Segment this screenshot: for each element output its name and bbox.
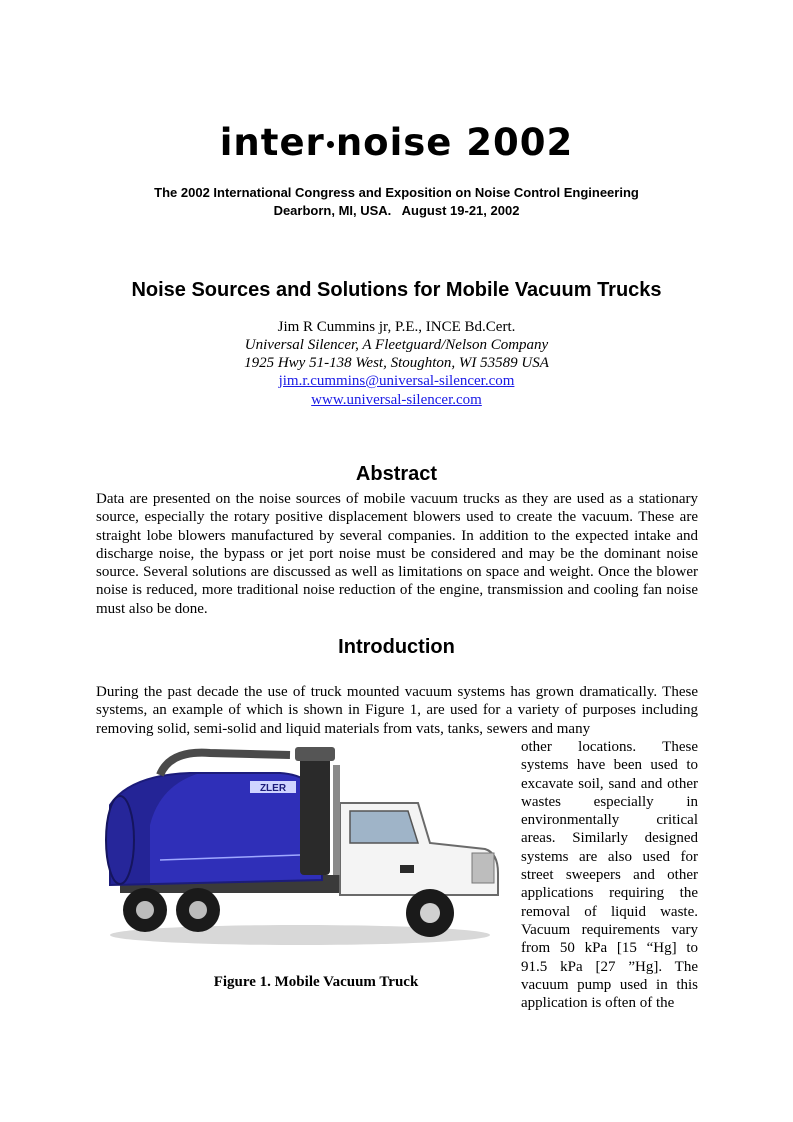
- abstract-paragraph: Data are presented on the noise sources of mobile vacuum trucks as they are used as a stationary source, especially the rotary positive displacement blowers used to create the vacuum. These are straight lobe blowers manufactured by several companies. In addition to the expected intake and discharge noise, the bypass or jet port noise must be considered and may be the dominant noise source. Several solutions are discussed as well as limitations on space and weight. Once the blower noise is reduced, more traditional noise reduction of the engine, transmission and cooling fan noise must also be done.: [96, 491, 698, 617]
- front-wheel: [406, 889, 454, 937]
- logo-text-right: noise 2002: [335, 121, 574, 164]
- author-affiliation: Universal Silencer, A Fleetguard/Nelson Company: [244, 337, 549, 353]
- figure-caption: Figure 1. Mobile Vacuum Truck: [213, 974, 419, 990]
- website-line: [0, 391, 793, 409]
- exhaust-stack: [333, 765, 340, 875]
- cab-badge: [400, 865, 414, 873]
- rear-wheel-2: [176, 888, 220, 932]
- abstract-heading: Abstract: [355, 463, 438, 485]
- conference-logo: [0, 120, 793, 166]
- author-address: 1925 Hwy 51-138 West, Stoughton, WI 53589 USA: [244, 355, 549, 371]
- hose-boom: [160, 753, 290, 775]
- email-link[interactable]: jim.r.cummins@universal-silencer.com: [278, 373, 515, 389]
- website-link[interactable]: www.universal-silencer.com: [311, 392, 482, 408]
- logo-dot: [327, 141, 334, 148]
- tank-label-text: ZLER: [259, 783, 287, 794]
- introduction-heading: Introduction: [338, 636, 455, 658]
- introduction-side-column: [521, 738, 698, 1012]
- introduction-body: [96, 683, 698, 738]
- introduction-side-paragraph: other locations. These systems have been used to excavate soil, sand and other wastes especially in environmentally critical areas. Similarly designed systems are also used for street sweepers and other applications requiring the removal of liquid waste. Vacuum requirements vary from 50 kPa [15 “Hg] to 91.5 kPa [27 ”Hg]. The vacuum pump used in this application is often of the: [521, 739, 698, 1012]
- tank-rear-door: [106, 796, 134, 884]
- logo-text-left: inter: [219, 121, 325, 164]
- blower-cap: [295, 747, 335, 761]
- blower-stack: [300, 755, 330, 875]
- cab-window: [350, 811, 418, 843]
- email-line: [0, 372, 793, 390]
- abstract-body: [96, 490, 698, 618]
- cab-grille: [472, 853, 494, 883]
- truck-figure: [100, 745, 505, 950]
- paper-title: Noise Sources and Solutions for Mobile Vacuum Trucks: [131, 279, 662, 301]
- author-name: Jim R Cummins jr, P.E., INCE Bd.Cert.: [277, 319, 516, 335]
- conference-name: The 2002 International Congress and Exposition on Noise Control Engineering: [154, 185, 639, 200]
- rear-wheel-1: [123, 888, 167, 932]
- conference-location: Dearborn, MI, USA. August 19-21, 2002: [273, 203, 520, 218]
- introduction-paragraph: During the past decade the use of truck mounted vacuum systems has grown dramatically. These systems, an example of which is shown in Figure 1, are used for a variety of purposes including removing solid, semi-solid and liquid materials from vats, tanks, sewers and many: [96, 684, 698, 737]
